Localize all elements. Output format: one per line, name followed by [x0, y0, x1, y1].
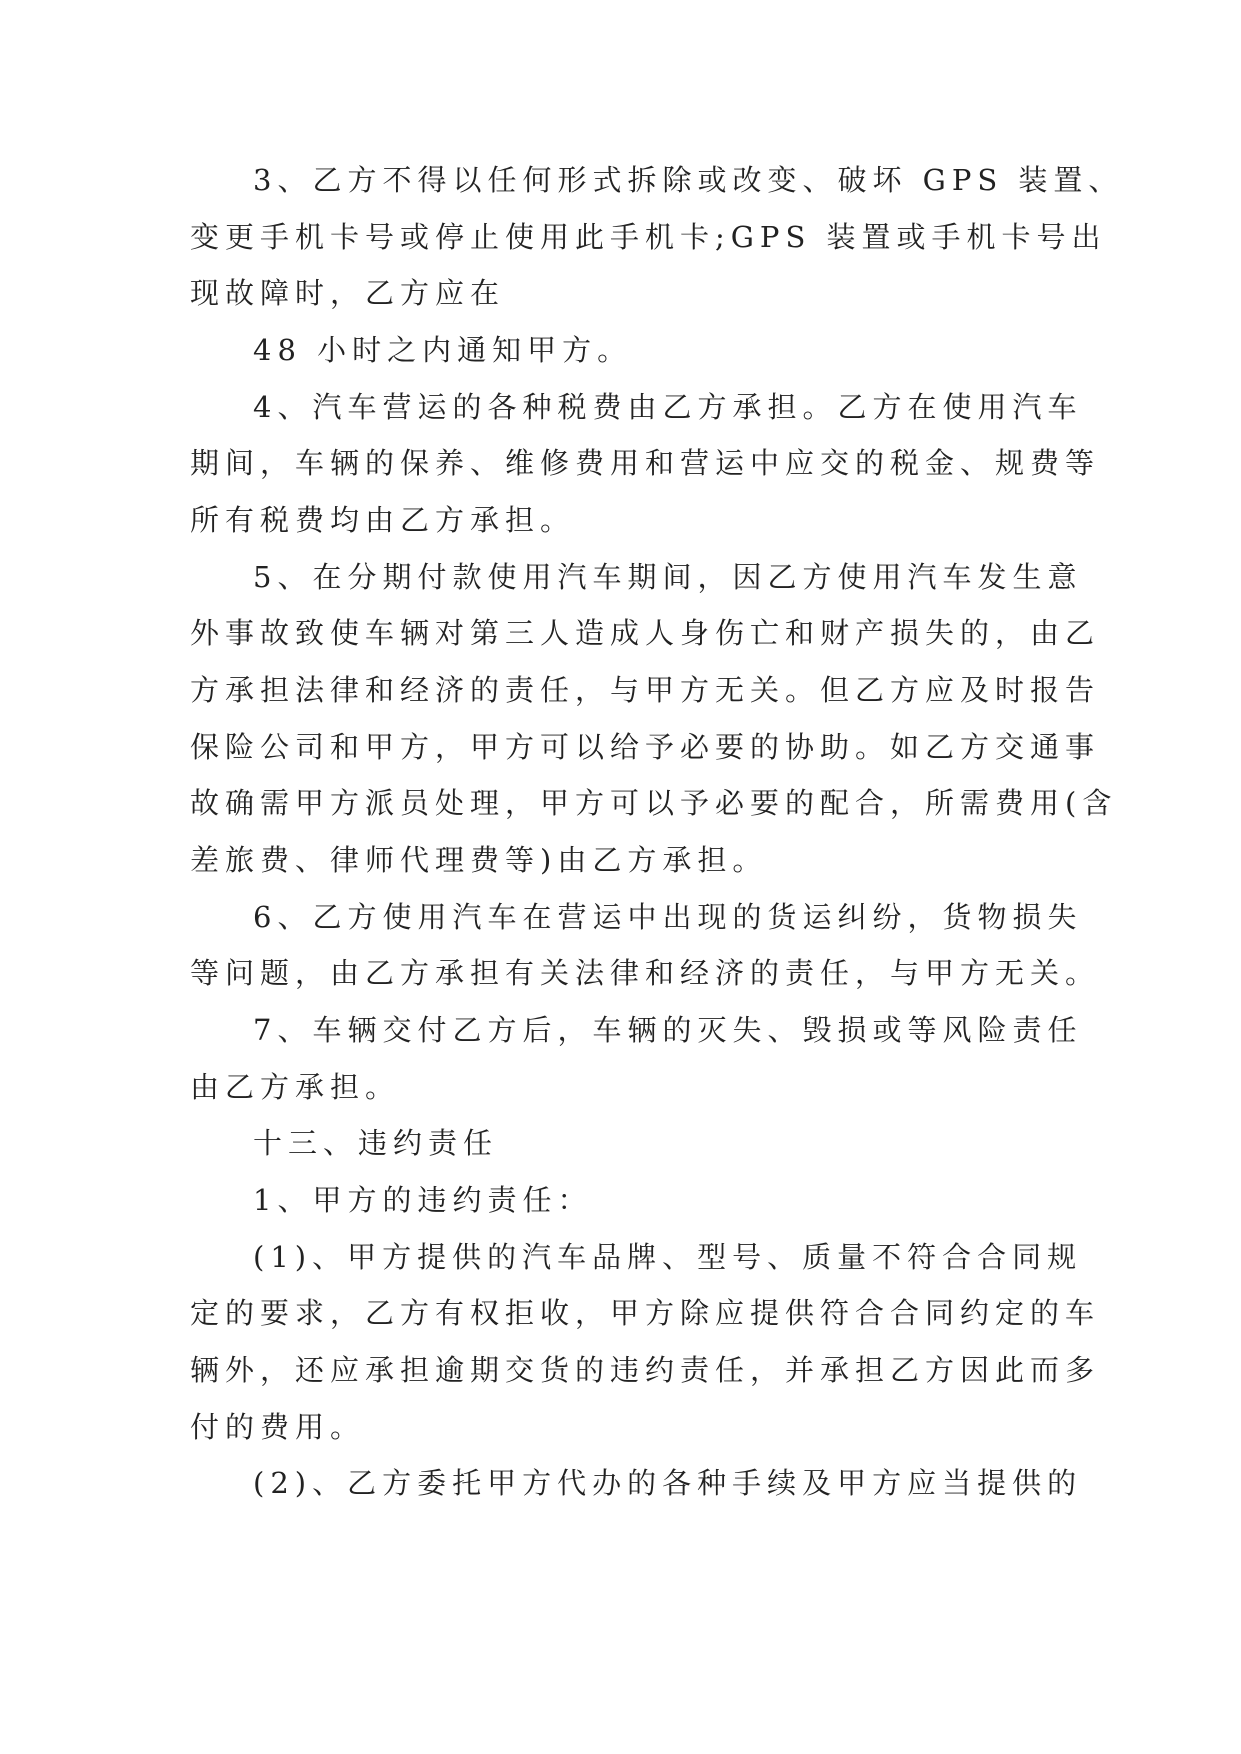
text-line: 1、甲方的违约责任： — [253, 1183, 593, 1217]
text-line: 付的费用。 — [190, 1410, 366, 1444]
text-line: 外事故致使车辆对第三人造成人身伤亡和财产损失的，由乙 — [190, 616, 1101, 650]
text-line: 定的要求，乙方有权拒收，甲方除应提供符合合同约定的车 — [190, 1296, 1101, 1330]
text-line: 由乙方承担。 — [190, 1070, 401, 1104]
text-line: 差旅费、律师代理费等)由乙方承担。 — [190, 843, 768, 877]
text-line: 辆外，还应承担逾期交货的违约责任，并承担乙方因此而多 — [190, 1353, 1101, 1387]
text-line: 等问题，由乙方承担有关法律和经济的责任，与甲方无关。 — [190, 956, 1101, 990]
text-line: 故确需甲方派员处理，甲方可以予必要的配合，所需费用(含 — [190, 786, 1118, 820]
text-line: 所有税费均由乙方承担。 — [190, 503, 576, 537]
text-line: (2)、乙方委托甲方代办的各种手续及甲方应当提供的 — [253, 1466, 1083, 1500]
text-line: 变更手机卡号或停止使用此手机卡;GPS 装置或手机卡号出 — [190, 220, 1107, 254]
text-line: 48 小时之内通知甲方。 — [253, 333, 633, 367]
text-line: 期间，车辆的保养、维修费用和营运中应交的税金、规费等 — [190, 446, 1101, 480]
text-line: 3、乙方不得以任何形式拆除或改变、破坏 GPS 装置、 — [253, 163, 1124, 197]
section-heading: 十三、违约责任 — [253, 1126, 499, 1160]
text-line: 方承担法律和经济的责任，与甲方无关。但乙方应及时报告 — [190, 673, 1101, 707]
text-line: 现故障时，乙方应在 — [190, 276, 506, 310]
text-line: 保险公司和甲方，甲方可以给予必要的协助。如乙方交通事 — [190, 730, 1101, 764]
text-line: (1)、甲方提供的汽车品牌、型号、质量不符合合同规 — [253, 1240, 1083, 1274]
text-line: 7、车辆交付乙方后，车辆的灭失、毁损或等风险责任 — [253, 1013, 1083, 1047]
text-line: 5、在分期付款使用汽车期间，因乙方使用汽车发生意 — [253, 560, 1083, 594]
text-line: 6、乙方使用汽车在营运中出现的货运纠纷，货物损失 — [253, 900, 1083, 934]
text-line: 4、汽车营运的各种税费由乙方承担。乙方在使用汽车 — [253, 390, 1083, 424]
